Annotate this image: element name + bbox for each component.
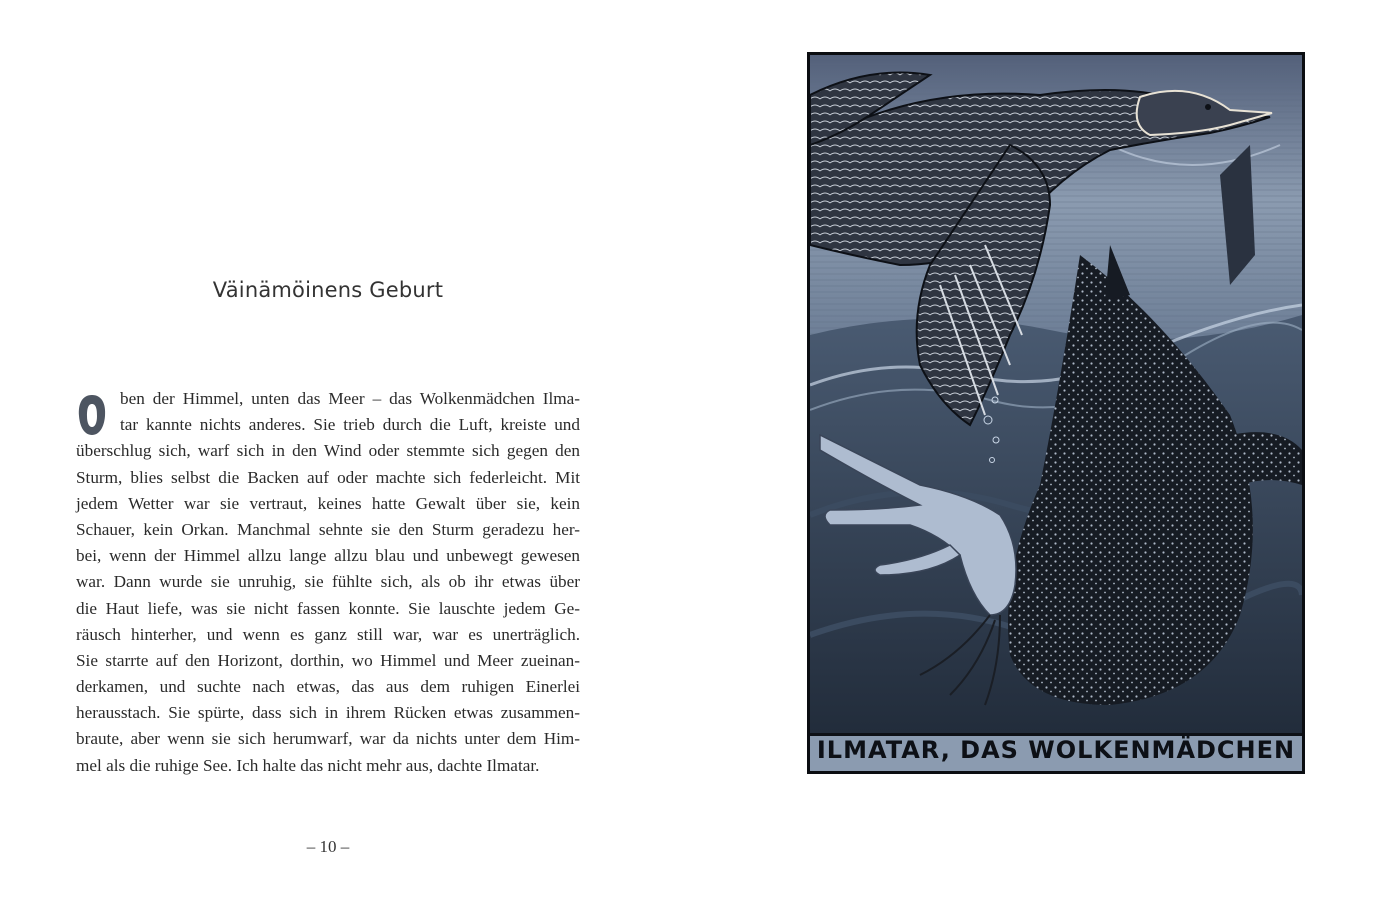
text-line: tar kannte nichts anderes. Sie trieb durch die Luft, kreiste und (120, 415, 580, 435)
illustration-duck-whale-shark-swimmer-icon (810, 55, 1302, 771)
text-line: braute, aber wenn sie sich herumwarf, war da nichts unter dem Him- (76, 729, 580, 749)
text-line: war. Dann wurde sie unruhig, sie fühlte sich, als ob ihr etwas über (76, 572, 580, 592)
text-line: herausstach. Sie spürte, dass sich in ihrem Rücken etwas zusammen- (76, 703, 580, 723)
illustration-plate (807, 52, 1305, 774)
text-line: ben der Himmel, unten das Meer – das Wolkenmädchen Ilma- (120, 389, 580, 408)
text-line: Sie starrte auf den Horizont, dorthin, wo Himmel und Meer zueinan- (76, 650, 580, 670)
page-number: – 10 – (306, 837, 350, 856)
text-line: derkamen, und suchte nach etwas, das aus dem ruhigen Einerlei (76, 677, 580, 697)
dropcap-o-icon (76, 392, 108, 438)
chapter-title: Väinämöinens Geburt (212, 278, 444, 302)
text-line: Schauer, kein Orkan. Manchmal sehnte sie den Sturm geradezu her- (76, 519, 580, 539)
text-line: überschlug sich, warf sich in den Wind oder stemmte sich gegen den (76, 441, 580, 461)
text-line: die Haut liefe, was sie nicht fassen konnte. Sie lauschte jedem Ge- (76, 598, 580, 618)
text-line: mel als die ruhige See. Ich halte das nicht mehr aus, dachte Ilmatar. (76, 755, 540, 775)
illustration-caption: ILMATAR, DAS WOLKENMÄDCHEN (816, 736, 1296, 764)
right-page (691, 0, 1382, 909)
text-line: jedem Wetter war sie vertraut, keines hatte Gewalt über sie, kein (76, 493, 580, 513)
text-line: Sturm, blies selbst die Backen auf oder machte sich federleicht. Mit (76, 467, 580, 487)
body-text (76, 386, 580, 779)
text-line: bei, wenn der Himmel allzu lange allzu blau und unbewegt gewesen (76, 546, 580, 566)
text-line: räusch hinterher, und wenn es ganz still war, war es unerträglich. (76, 624, 580, 644)
